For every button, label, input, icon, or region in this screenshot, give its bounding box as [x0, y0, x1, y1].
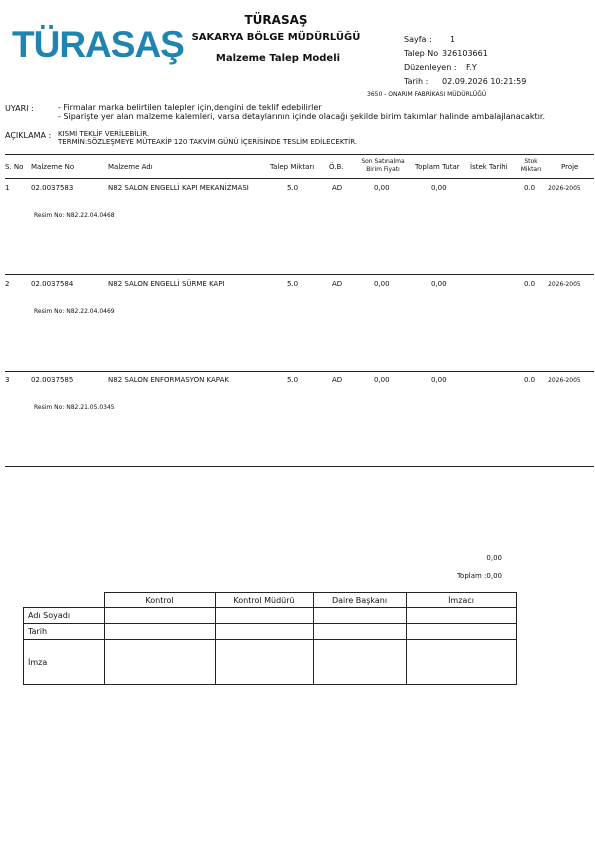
- sig-cell: [406, 624, 516, 640]
- table-top-rule: [5, 154, 594, 155]
- row-1-rule: [5, 274, 594, 275]
- total-value: Toplam :0,00: [456, 572, 502, 580]
- col-ob: Ö.B.: [329, 163, 344, 171]
- row-1-malzeme-no: 02.0037583: [31, 184, 74, 192]
- sig-row-tarih: Tarih: [24, 624, 105, 640]
- sig-cell: [313, 624, 406, 640]
- row-1-resim-no: Resim No: N82.22.04.0468: [34, 212, 115, 219]
- sig-cell: [313, 640, 406, 685]
- col-proje: Proje: [561, 163, 579, 171]
- sig-cell: [104, 624, 215, 640]
- col-malzeme-adi: Malzeme Adı: [108, 163, 153, 171]
- row-3-malzeme-adi: N82 SALON ENFORMASYON KAPAK: [108, 376, 229, 384]
- col-sno: S. No: [5, 163, 24, 171]
- sig-header-kontrol: Kontrol: [104, 593, 215, 608]
- tarih-value: 02.09.2026 10:21:59: [442, 77, 527, 86]
- row-1-sno: 1: [5, 184, 10, 192]
- sig-header-daire-baskani: Daire Başkanı: [313, 593, 406, 608]
- row-2-tutar: 0,00: [431, 280, 447, 288]
- row-2-malzeme-adi: N82 SALON ENGELLİ SÜRME KAPI: [108, 280, 225, 288]
- subtotal-value: 0,00: [486, 554, 502, 562]
- table-bottom-rule: [5, 466, 594, 467]
- aciklama-line-1: KISMİ TEKLİF VERİLEBİLİR.: [58, 130, 150, 138]
- row-3-ob: AD: [332, 376, 343, 384]
- sig-row-imza: İmza: [24, 640, 105, 685]
- row-1-malzeme-adi: N82 SALON ENGELLİ KAPI MEKANİZMASI: [108, 184, 249, 192]
- company-name: TÜRASAŞ: [244, 13, 308, 27]
- row-3-sno: 3: [5, 376, 10, 384]
- row-3-fiyat: 0,00: [374, 376, 390, 384]
- tarih-label: Tarih :: [404, 77, 429, 86]
- talep-no-label: Talep No: [404, 49, 439, 58]
- row-1-stok: 0.0: [524, 184, 536, 192]
- col-malzeme-no: Malzeme No: [31, 163, 75, 171]
- sig-row-adi-soyadi: Adı Soyadı: [24, 608, 105, 624]
- row-2-ob: AD: [332, 280, 343, 288]
- row-1-proje: 2026-2005: [548, 185, 581, 192]
- col-toplam-tutar: Toplam Tutar: [415, 163, 460, 171]
- signature-table: [23, 592, 517, 685]
- row-3-proje: 2026-2005: [548, 377, 581, 384]
- row-3-malzeme-no: 02.0037585: [31, 376, 74, 384]
- row-1-ob: AD: [332, 184, 343, 192]
- aciklama-line-2: TERMİN:SÖZLEŞMEYE MÜTEAKİP 120 TAKVİM GÜNÜ İÇERİSİNDE TESLİM EDİLECEKTİR.: [58, 138, 358, 146]
- turasas-logo: TÜRASAŞ: [12, 24, 184, 65]
- row-3-miktar: 5.0: [287, 376, 299, 384]
- sayfa-value: 1: [450, 35, 456, 44]
- duzenleyen-label: Düzenleyen :: [404, 63, 457, 72]
- col-stok-2: Miktarı: [520, 166, 542, 173]
- row-2-miktar: 5.0: [287, 280, 299, 288]
- table-header-rule: [5, 178, 594, 179]
- col-son-satinalma-1: Son Satınalma: [361, 158, 405, 165]
- sig-cell: [104, 640, 215, 685]
- row-2-stok: 0.0: [524, 280, 536, 288]
- row-2-resim-no: Resim No: N82.22.04.0469: [34, 308, 115, 315]
- row-2-malzeme-no: 02.0037584: [31, 280, 74, 288]
- signature-corner: [24, 593, 105, 608]
- row-2-proje: 2026-2005: [548, 281, 581, 288]
- region-name: SAKARYA BÖLGE MÜDÜRLÜĞÜ: [191, 32, 361, 43]
- sig-cell: [215, 640, 313, 685]
- uyari-label: UYARI :: [5, 104, 34, 113]
- aciklama-label: AÇIKLAMA :: [5, 131, 52, 140]
- department: 3650 - ONARIM FABRİKASI MÜDÜRLÜĞÜ: [367, 91, 487, 98]
- sig-header-imzaci: İmzacı: [406, 593, 516, 608]
- uyari-line-1: - Firmalar marka belirtilen talepler için,dengini de teklif edebilirler: [58, 103, 322, 112]
- row-3-resim-no: Resim No: N82.21.05.0345: [34, 404, 115, 411]
- row-3-stok: 0.0: [524, 376, 536, 384]
- row-2-rule: [5, 371, 594, 372]
- sig-header-kontrol-muduru: Kontrol Müdürü: [215, 593, 313, 608]
- sig-cell: [215, 624, 313, 640]
- sig-cell: [313, 608, 406, 624]
- sayfa-label: Sayfa :: [404, 35, 432, 44]
- duzenleyen-value: F.Y: [466, 63, 477, 72]
- col-istek-tarihi: İstek Tarihi: [470, 163, 508, 171]
- sig-cell: [104, 608, 215, 624]
- row-1-tutar: 0,00: [431, 184, 447, 192]
- row-3-tutar: 0,00: [431, 376, 447, 384]
- sig-cell: [215, 608, 313, 624]
- uyari-line-2: - Siparişte yer alan malzeme kalemleri, varsa detaylarının içinde olacağı şekilde birim takımlar halinde ambalajlanacaktır.: [58, 112, 546, 121]
- row-1-fiyat: 0,00: [374, 184, 390, 192]
- row-2-sno: 2: [5, 280, 10, 288]
- form-title: Malzeme Talep Modeli: [215, 53, 341, 64]
- sig-cell: [406, 640, 516, 685]
- row-2-fiyat: 0,00: [374, 280, 390, 288]
- col-talep-miktari: Talep Miktarı: [270, 163, 315, 171]
- sig-cell: [406, 608, 516, 624]
- col-stok-1: Stok: [524, 158, 538, 165]
- talep-no-value: 326103661: [442, 49, 488, 58]
- row-1-miktar: 5.0: [287, 184, 299, 192]
- col-son-satinalma-2: Birim Fiyatı: [366, 166, 400, 173]
